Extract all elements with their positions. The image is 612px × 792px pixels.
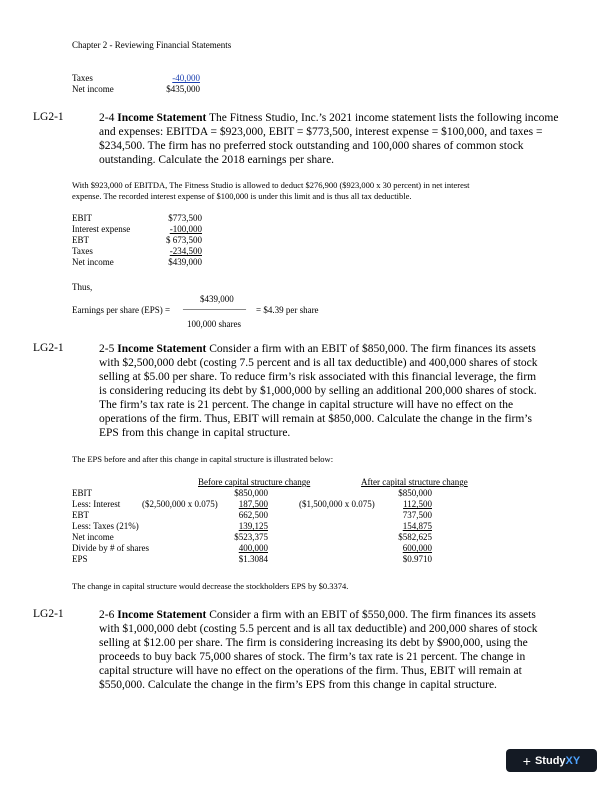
p25-before-value: $1.3084 bbox=[238, 554, 268, 564]
p25-row-label: Less: Taxes (21%) bbox=[72, 521, 139, 531]
p25-line-6: operations of the firm. Thus, EBIT will remain at $850,000. Calculate the change in the firm’s bbox=[99, 413, 532, 425]
logo-name-xy: XY bbox=[565, 754, 581, 767]
p25-text bbox=[99, 342, 577, 440]
p26-number: 2-6 bbox=[99, 609, 115, 621]
p25-line-7: EPS from this change in capital structure. bbox=[99, 427, 291, 439]
p24-title: Income Statement bbox=[117, 112, 207, 124]
p25-after-value: $850,000 bbox=[398, 488, 432, 498]
p25-after-value: $582,625 bbox=[398, 532, 432, 542]
p25-intro: The EPS before and after this change in capital structure is illustrated below: bbox=[72, 454, 334, 464]
studyxy-logo[interactable] bbox=[506, 749, 597, 772]
p24-row-label: Net income bbox=[72, 257, 114, 267]
p25-after-value: $0.9710 bbox=[402, 554, 432, 564]
p25-before-value: 400,000 bbox=[238, 543, 268, 553]
p24-row-label: Interest expense bbox=[72, 224, 131, 234]
p24-row-label: Taxes bbox=[72, 246, 93, 256]
p24-row-label: EBIT bbox=[72, 213, 92, 223]
col-before-header: Before capital structure change bbox=[198, 477, 311, 487]
p25-lg-tag: LG2-1 bbox=[33, 342, 64, 354]
col-after-header: After capital structure change bbox=[361, 477, 468, 487]
p26-line-3: selling at $12.00 per share. The firm is considering increasing its debt by $900,000, using the bbox=[99, 637, 528, 649]
plus-icon: + bbox=[522, 752, 531, 769]
p26-title: Income Statement bbox=[117, 609, 207, 621]
p26-lg-tag: LG2-1 bbox=[33, 608, 64, 620]
p24-note-line-1: With $923,000 of EBITDA, The Fitness Studio is allowed to deduct $276,900 ($923,000 x 30 percent) in net interest bbox=[72, 180, 470, 190]
p25-before-value: $850,000 bbox=[234, 488, 268, 498]
logo-name-study: Study bbox=[534, 754, 566, 767]
p24-lg-tag: LG2-1 bbox=[33, 111, 64, 123]
p25-conclusion: The change in capital structure would decrease the stockholders EPS by $0.3374. bbox=[72, 581, 349, 591]
p24-row-value: $ 673,500 bbox=[166, 235, 202, 245]
p24-row-value: -234,500 bbox=[169, 246, 202, 256]
p26-line-2: with $1,000,000 debt (costing 5.5 percent and is all tax deductible) and 200,000 shares of stock bbox=[99, 623, 538, 635]
p24-line-3: $234,500. The firm has no preferred stock outstanding and 100,000 shares of common stock bbox=[99, 140, 524, 152]
p25-line-1: Consider a firm with an EBIT of $850,000. The firm finances its assets bbox=[209, 343, 536, 355]
eps-numerator: $439,000 bbox=[200, 294, 234, 304]
p25-after-value: 600,000 bbox=[402, 543, 432, 553]
p25-row-label: Divide by # of shares bbox=[72, 543, 149, 553]
p25-row-label: Net income bbox=[72, 532, 114, 542]
p25-after-value: 737,500 bbox=[402, 510, 432, 520]
taxes-value[interactable]: -40,000 bbox=[172, 73, 200, 83]
p25-row-label: EPS bbox=[72, 554, 88, 564]
p24-line-1: The Fitness Studio, Inc.’s 2021 income statement lists the following income bbox=[209, 112, 559, 124]
p24-note bbox=[72, 180, 577, 202]
eps-label: Earnings per share (EPS) = bbox=[72, 305, 171, 315]
interest-after-calc: ($1,500,000 x 0.075) bbox=[299, 499, 375, 509]
p24-line-2: and expenses: EBITDA = $923,000, EBIT = $773,500, interest expense = $100,000, and taxes = bbox=[99, 126, 543, 138]
p24-text bbox=[99, 111, 577, 167]
eps-fraction-line: ——————— bbox=[183, 304, 246, 314]
taxes-label: Taxes bbox=[72, 73, 93, 83]
p25-before-value: $523,375 bbox=[234, 532, 268, 542]
net-income-label: Net income bbox=[72, 84, 114, 94]
p25-row-label: Less: Interest bbox=[72, 499, 121, 509]
p25-number: 2-5 bbox=[99, 343, 115, 355]
p25-row-label: EBT bbox=[72, 510, 89, 520]
p26-text bbox=[99, 608, 577, 692]
p24-row-value: $773,500 bbox=[168, 213, 202, 223]
p26-line-1: Consider a firm with an EBIT of $550,000. The firm finances its assets bbox=[209, 609, 536, 621]
p25-line-3: selling at $5.00 per share. To reduce firm’s risk associated with this financial leverage, the firm bbox=[99, 371, 537, 383]
net-income-value: $435,000 bbox=[166, 84, 200, 94]
p26-line-4: proceeds to buy back 75,000 shares of stock. The firm’s tax rate is 21 percent. The change in bbox=[99, 651, 526, 663]
p25-before-value: 662,500 bbox=[238, 510, 268, 520]
p24-thus: Thus, bbox=[72, 282, 93, 292]
p25-line-2: with $2,500,000 debt (costing 7.5 percent and is all tax deductible) and 400,000 shares of stock bbox=[99, 357, 538, 369]
p25-after-value: 112,500 bbox=[403, 499, 432, 509]
p25-line-4: is considering reducing its debt by $1,000,000 by selling an additional 200,000 shares of stock. bbox=[99, 385, 537, 397]
p24-number: 2-4 bbox=[99, 112, 115, 124]
p24-row-value: $439,000 bbox=[168, 257, 202, 267]
eps-denominator: 100,000 shares bbox=[187, 319, 241, 329]
p24-note-line-2: expense. The recorded interest expense of $100,000 is under this limit and is thus all tax deductible. bbox=[72, 191, 412, 201]
p24-row-value: -100,000 bbox=[169, 224, 202, 234]
interest-before-calc: ($2,500,000 x 0.075) bbox=[142, 499, 218, 509]
page-header: Chapter 2 - Reviewing Financial Statements bbox=[72, 40, 232, 50]
p25-line-5: The firm’s tax rate is 21 percent. The change in capital structure will have no effect on the bbox=[99, 399, 514, 411]
eps-result: = $4.39 per share bbox=[256, 305, 319, 315]
p24-row-label: EBT bbox=[72, 235, 89, 245]
p24-line-4: outstanding. Calculate the 2018 earnings per share. bbox=[99, 154, 335, 166]
p25-before-value: 139,125 bbox=[238, 521, 268, 531]
p25-title: Income Statement bbox=[117, 343, 207, 355]
p25-row-label: EBIT bbox=[72, 488, 92, 498]
p25-before-value: 187,500 bbox=[238, 499, 268, 509]
p25-after-value: 154,875 bbox=[402, 521, 432, 531]
p26-line-6: $550,000. Calculate the change in the firm’s EPS from this change in capital structure. bbox=[99, 679, 497, 691]
p26-line-5: capital structure will have no effect on the operations of the firm. Thus, EBIT will remain at bbox=[99, 665, 522, 677]
